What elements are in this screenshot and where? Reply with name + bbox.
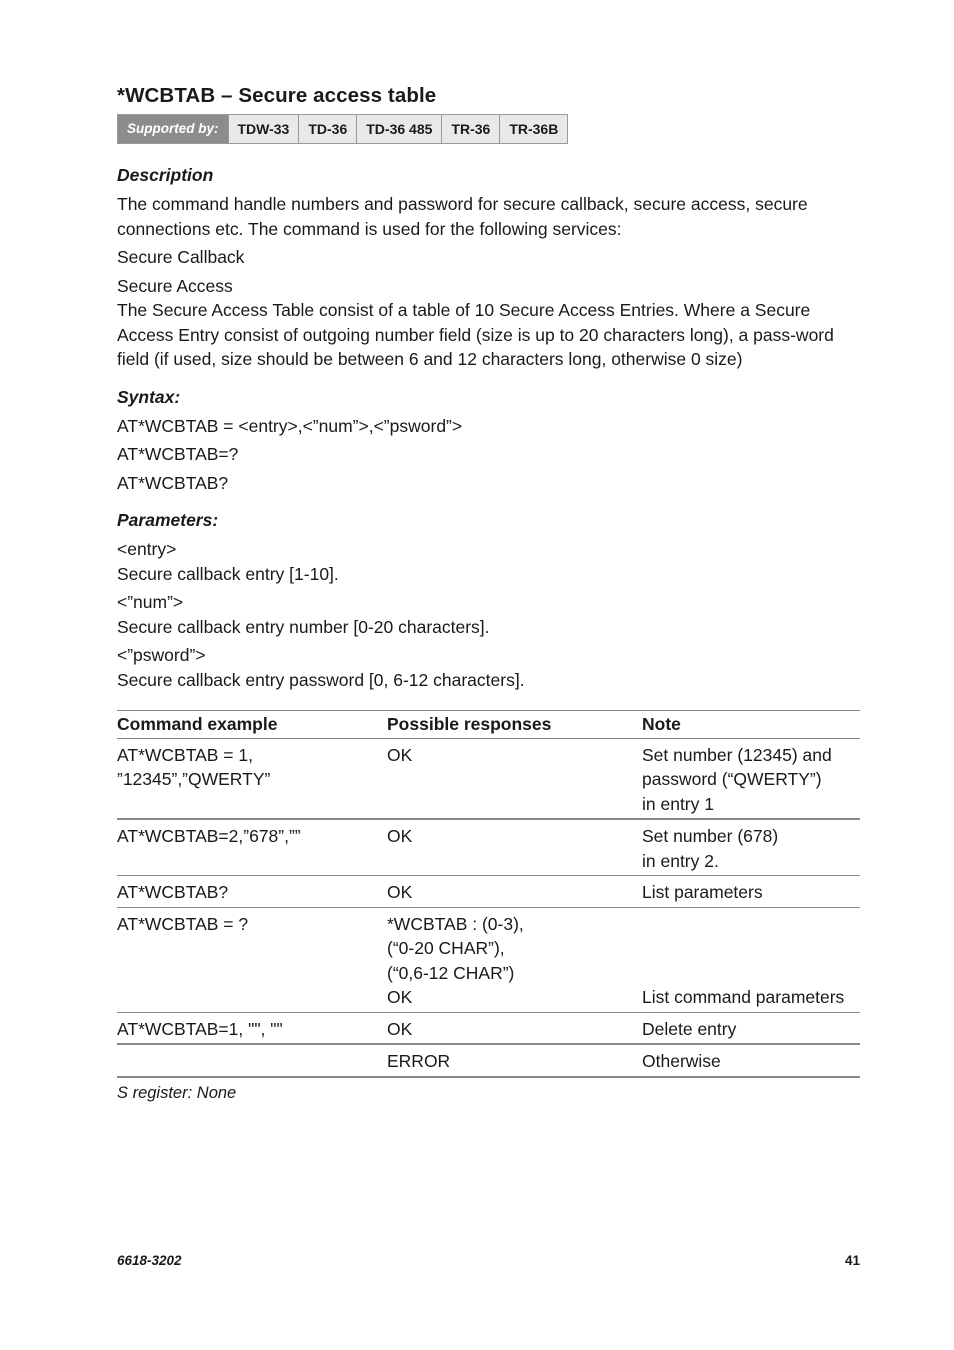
note-cell — [642, 876, 860, 908]
table-row — [117, 1012, 860, 1044]
note-line: in entry 1 — [642, 793, 714, 814]
cmd-line: AT*WCBTAB=1, "", "" — [117, 1018, 283, 1039]
resp-line: OK — [387, 987, 413, 1007]
resp-line: ERROR — [387, 1051, 451, 1071]
document-number: 6618-3202 — [117, 1253, 182, 1268]
device-tr-36: TR-36 — [441, 115, 499, 143]
cmd-line: AT*WCBTAB? — [117, 882, 229, 902]
cmd-cell — [117, 1012, 387, 1044]
note-line: List command parameters — [642, 987, 845, 1007]
param-desc: Secure callback entry password [0, 6-12 characters]. — [117, 669, 525, 690]
param-name: <entry> — [117, 539, 177, 559]
supported-by-bar — [117, 114, 568, 144]
device-td-36: TD-36 — [298, 115, 356, 143]
page-footer — [117, 1252, 860, 1270]
header-note: Note — [642, 711, 860, 739]
cmd-cell — [117, 907, 387, 1012]
resp-line: (“0,6-12 CHAR”) — [387, 962, 515, 983]
param-name: <”num”> — [117, 592, 184, 612]
resp-cell — [387, 907, 642, 1012]
resp-cell — [387, 738, 642, 819]
header-command-example: Command example — [117, 711, 387, 739]
resp-line: OK — [387, 1018, 413, 1039]
note-cell — [642, 738, 860, 819]
service-secure-callback: Secure Callback — [117, 247, 245, 267]
resp-line: OK — [387, 826, 413, 846]
resp-cell — [387, 1044, 642, 1077]
note-line: Otherwise — [642, 1051, 721, 1071]
resp-line: OK — [387, 744, 413, 765]
note-line: Delete entry — [642, 1018, 737, 1039]
syntax-line: AT*WCBTAB = <entry>,<”num”>,<”psword”> — [117, 415, 463, 436]
header-possible-responses: Possible responses — [387, 711, 642, 739]
syntax-line: AT*WCBTAB=? — [117, 444, 239, 464]
description-heading: Description — [117, 165, 214, 185]
param-desc: Secure callback entry [1-10]. — [117, 563, 339, 584]
note-line: Set number (12345) and — [642, 744, 832, 765]
service-secure-access: Secure Access — [117, 275, 233, 296]
syntax-heading: Syntax: — [117, 386, 181, 407]
param-name: <”psword”> — [117, 645, 206, 665]
note-line: in entry 2. — [642, 850, 719, 871]
manual-page — [117, 82, 860, 1105]
cmd-line: AT*WCBTAB=2,”678”,”” — [117, 826, 301, 846]
table-row — [117, 907, 860, 1012]
note-cell — [642, 819, 860, 876]
page-number: 41 — [844, 1253, 860, 1268]
syntax-line: AT*WCBTAB? — [117, 472, 229, 493]
resp-cell — [387, 1012, 642, 1044]
s-register-note: S register: None — [117, 1083, 237, 1102]
note-cell — [642, 907, 860, 1012]
table-header-row — [117, 711, 860, 739]
resp-line: OK — [387, 882, 413, 902]
resp-cell — [387, 876, 642, 908]
note-line: password (“QWERTY”) — [642, 769, 822, 789]
note-cell — [642, 1044, 860, 1077]
note-line: Set number (678) — [642, 826, 779, 846]
command-example-table — [117, 710, 860, 1078]
param-desc: Secure callback entry number [0-20 characters]. — [117, 616, 490, 637]
cmd-cell — [117, 819, 387, 876]
supported-by-label: Supported by: — [118, 115, 228, 143]
table-row — [117, 738, 860, 819]
table-row — [117, 876, 860, 908]
table-row — [117, 819, 860, 876]
device-tdw-33: TDW-33 — [228, 115, 299, 143]
cmd-line: AT*WCBTAB = ? — [117, 913, 249, 934]
cmd-cell — [117, 876, 387, 908]
cmd-cell — [117, 738, 387, 819]
cmd-line: ”12345”,”QWERTY” — [117, 769, 271, 789]
note-line: List parameters — [642, 882, 763, 902]
parameters-heading: Parameters: — [117, 510, 219, 530]
device-td-36-485: TD-36 485 — [356, 115, 441, 143]
resp-line: (“0-20 CHAR”), — [387, 938, 505, 958]
resp-cell — [387, 819, 642, 876]
table-row — [117, 1044, 860, 1077]
page-title: *WCBTAB – Secure access table — [117, 84, 437, 107]
description-para2: The Secure Access Table consist of a table of 10 Secure Access Entries. Where a Secure Access Entry consist of outgoing number field (size is up to 20 characters long), a pass-word field (if used, size should be between 6 and 12 characters long, otherwise 0 size) — [117, 300, 834, 369]
note-cell — [642, 1012, 860, 1044]
description-para1: The command handle numbers and password for secure callback, secure access, secure connections etc. The command is used for the following services: — [117, 194, 808, 239]
cmd-line: AT*WCBTAB = 1, — [117, 744, 253, 765]
cmd-cell — [117, 1044, 387, 1077]
resp-line: *WCBTAB : (0-3), — [387, 913, 524, 934]
device-tr-36b: TR-36B — [499, 115, 567, 143]
